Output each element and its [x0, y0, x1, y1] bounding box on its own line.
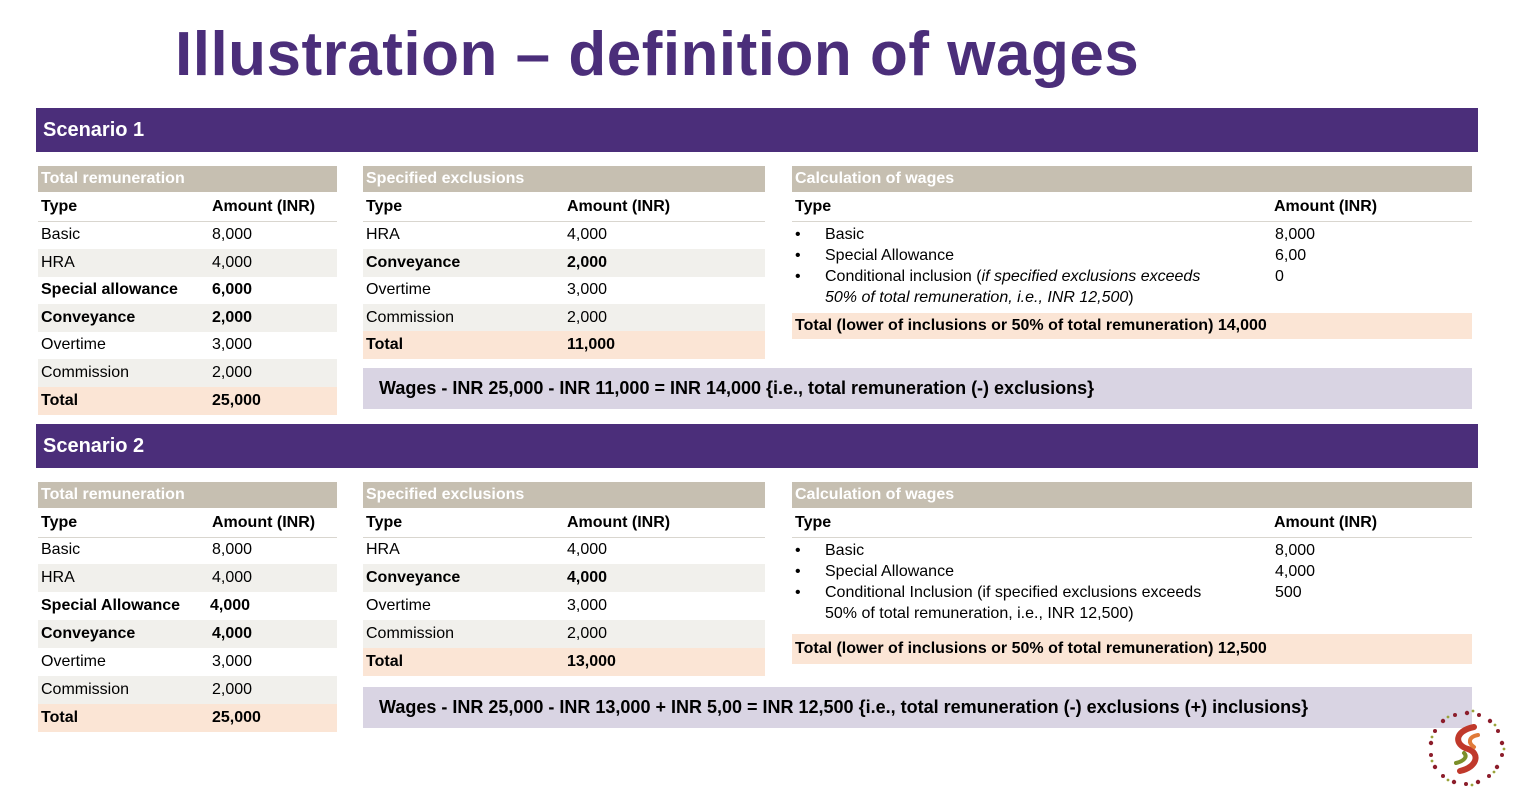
row-type: Commission [41, 364, 130, 381]
table-total-row [38, 704, 337, 732]
scenario-2-banner: Scenario 2 [36, 424, 1478, 468]
label-italic-line2: 50% of total remuneration, i.e., INR 12,500 [825, 289, 1129, 306]
s2-calculation-header: Calculation of wages [792, 482, 1472, 508]
row-amount: 8,000 [212, 541, 253, 558]
col-amount-label: Amount (INR) [567, 514, 671, 531]
col-type-label: Type [41, 514, 78, 531]
s2-exclusions-table [363, 482, 765, 676]
bullet: • [795, 584, 801, 601]
table-row [363, 304, 765, 332]
s1-calculation-header: Calculation of wages [792, 166, 1472, 192]
row-type: Special allowance [41, 281, 178, 298]
calc-item-value: 500 [1275, 584, 1302, 601]
calc-item-label: Basic [825, 542, 865, 559]
row-type: HRA [41, 569, 75, 586]
row-amount: 11,000 [567, 336, 616, 353]
page-title: Illustration – definition of wages [175, 20, 1140, 89]
s1-wages-summary: Wages - INR 25,000 - INR 11,000 = INR 14,000 {i.e., total remuneration (-) exclusions} [363, 368, 1472, 409]
s1-remuneration-header: Total remuneration [38, 166, 337, 192]
row-amount: 4,000 [212, 625, 253, 642]
row-amount: 2,000 [212, 681, 253, 698]
row-amount: 13,000 [567, 653, 616, 670]
row-amount: 3,000 [567, 281, 608, 298]
table-row [38, 249, 337, 277]
row-amount: 4,000 [212, 254, 253, 271]
row-type: Overtime [41, 653, 106, 670]
calc-total-value: 14,000 [1217, 317, 1267, 334]
table-row [363, 221, 765, 249]
table-header-row [38, 193, 337, 222]
col-amount-label: Amount (INR) [1274, 514, 1378, 531]
s1-exclusions-header: Specified exclusions [363, 166, 765, 192]
table-total-row [363, 331, 765, 359]
table-row [363, 592, 765, 620]
table-row [38, 564, 337, 592]
row-amount: 4,000 [567, 541, 608, 558]
calc-item-label: Special Allowance [825, 247, 954, 264]
calc-item-value: 4,000 [1275, 563, 1316, 580]
row-amount: 4,000 [210, 597, 251, 614]
row-amount: 3,000 [212, 653, 253, 670]
table-total-row [38, 387, 337, 415]
row-amount: 3,000 [212, 336, 253, 353]
table-row [363, 276, 765, 304]
table-header-row [363, 193, 765, 222]
col-type-label: Type [795, 198, 832, 215]
table-row [38, 276, 337, 304]
row-type: Overtime [41, 336, 106, 353]
table-row [38, 620, 337, 648]
col-type-label: Type [795, 514, 832, 531]
row-type: Conveyance [41, 625, 136, 642]
table-row [363, 249, 765, 277]
bullet: • [795, 563, 801, 580]
calc-item-label: Basic [825, 226, 865, 243]
row-type: HRA [41, 254, 75, 271]
calc-total-label: Total (lower of inclusions or 50% of total remuneration) [795, 317, 1214, 334]
col-amount-label: Amount (INR) [1274, 198, 1378, 215]
row-amount: 6,000 [212, 281, 253, 298]
s1-exclusions-table [363, 166, 765, 358]
row-type: Total [366, 653, 404, 670]
table-row [38, 331, 337, 359]
row-type: Total [41, 709, 79, 726]
table-row [38, 676, 337, 704]
table-row [38, 648, 337, 676]
calc-total-bar [792, 634, 1472, 664]
organization-seal-icon [1424, 705, 1510, 791]
label-close: ) [1128, 289, 1134, 306]
col-amount-label: Amount (INR) [212, 514, 316, 531]
bullet: • [795, 542, 801, 559]
calc-item-value: 8,000 [1275, 542, 1316, 559]
s1-remuneration-table [38, 166, 337, 414]
calc-item [792, 266, 1472, 308]
row-type: Basic [41, 226, 81, 243]
row-amount: 2,000 [212, 309, 253, 326]
table-row [38, 221, 337, 249]
row-type: Conveyance [41, 309, 136, 326]
row-type: Special Allowance [41, 597, 181, 614]
row-type: HRA [366, 226, 400, 243]
bullet: • [795, 247, 801, 264]
row-type: Overtime [366, 597, 431, 614]
table-header-row [363, 509, 765, 538]
table-row [363, 564, 765, 592]
s2-exclusions-header: Specified exclusions [363, 482, 765, 508]
col-amount-label: Amount (INR) [212, 198, 316, 215]
row-type: Commission [41, 681, 130, 698]
row-amount: 4,000 [567, 226, 608, 243]
table-row [38, 359, 337, 387]
label-line1: Conditional Inclusion (if specified exclusions exceeds [825, 584, 1202, 601]
row-type: HRA [366, 541, 400, 558]
col-amount-label: Amount (INR) [567, 198, 671, 215]
scenario-1-banner: Scenario 1 [36, 108, 1478, 152]
table-header-row [38, 509, 337, 538]
col-type-label: Type [41, 198, 78, 215]
row-amount: 4,000 [212, 569, 253, 586]
table-row [38, 592, 337, 620]
s2-wages-summary: Wages - INR 25,000 - INR 13,000 + INR 5,00 = INR 12,500 {i.e., total remuneration (-) exclusions (+) inclusions} [363, 687, 1472, 728]
calc-item-label: Special Allowance [825, 563, 954, 580]
label-italic: if specified exclusions exceeds [981, 268, 1201, 285]
label-line2: 50% of total remuneration, i.e., INR 12,500) [825, 605, 1134, 622]
row-amount: 2,000 [567, 625, 608, 642]
s1-calculation-table [792, 166, 1472, 341]
row-type: Total [41, 392, 79, 409]
col-type-label: Type [366, 198, 403, 215]
row-amount: 2,000 [567, 254, 608, 271]
calc-item-value: 6,00 [1275, 247, 1307, 264]
table-header-row [792, 509, 1472, 538]
row-amount: 25,000 [212, 392, 261, 409]
calc-item-label [825, 582, 1201, 624]
row-type: Conveyance [366, 569, 461, 586]
table-row [363, 536, 765, 564]
row-amount: 4,000 [567, 569, 608, 586]
table-total-row [363, 648, 765, 676]
s2-remuneration-header: Total remuneration [38, 482, 337, 508]
table-row [363, 620, 765, 648]
row-type: Commission [366, 309, 455, 326]
row-type: Conveyance [366, 254, 461, 271]
s2-remuneration-table [38, 482, 337, 732]
calc-total-bar [792, 313, 1472, 339]
calc-total-label: Total (lower of inclusions or 50% of total remuneration) [795, 640, 1214, 657]
table-header-row [792, 193, 1472, 222]
calc-total-value: 12,500 [1217, 640, 1267, 657]
row-amount: 2,000 [567, 309, 608, 326]
row-amount: 2,000 [212, 364, 253, 381]
row-amount: 25,000 [212, 709, 261, 726]
calc-item-value: 0 [1275, 268, 1284, 285]
row-amount: 3,000 [567, 597, 608, 614]
row-type: Commission [366, 625, 455, 642]
s2-calculation-table [792, 482, 1472, 664]
row-amount: 8,000 [212, 226, 253, 243]
row-type: Total [366, 336, 404, 353]
calc-item-value: 8,000 [1275, 226, 1316, 243]
bullet: • [795, 226, 801, 243]
calc-item-label [825, 266, 1200, 308]
calc-item [792, 582, 1472, 624]
bullet: • [795, 268, 801, 285]
table-row [38, 304, 337, 332]
col-type-label: Type [366, 514, 403, 531]
row-type: Overtime [366, 281, 431, 298]
row-type: Basic [41, 541, 81, 558]
label-plain: Conditional inclusion ( [825, 268, 982, 285]
table-row [38, 536, 337, 564]
